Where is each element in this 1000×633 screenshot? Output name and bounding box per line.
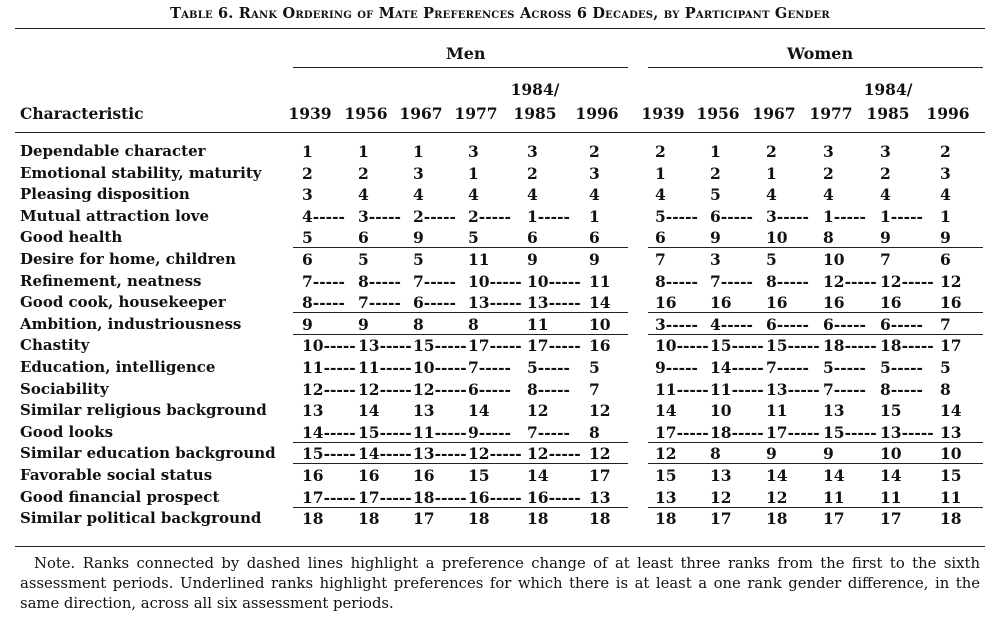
row-label: Dependable character bbox=[20, 142, 206, 160]
table-row bbox=[0, 163, 1000, 184]
women-rank-cell: 4 bbox=[655, 185, 666, 205]
women-rank-cell: 11 bbox=[766, 401, 788, 421]
men-rank-cell: 12----- bbox=[302, 379, 356, 399]
men-rank-cell: 6 bbox=[302, 250, 313, 269]
men-rank-cell: 4----- bbox=[302, 206, 345, 226]
men-rank-cell: 5 bbox=[358, 250, 369, 269]
table-row bbox=[0, 487, 1000, 508]
row-label: Mutual attraction love bbox=[20, 206, 210, 225]
women-year-header: 1939 bbox=[641, 104, 685, 123]
women-rank-cell: 18----- bbox=[823, 336, 877, 356]
men-rank-cell: 3 bbox=[413, 163, 424, 183]
men-group-rule bbox=[293, 67, 628, 68]
women-rank-cell: 4 bbox=[823, 185, 834, 205]
men-rank-cell: 18 bbox=[302, 509, 324, 529]
row-label: Good cook, housekeeper bbox=[20, 293, 226, 312]
men-rank-cell: 6 bbox=[358, 228, 369, 248]
table-row bbox=[0, 292, 1000, 313]
men-rank-cell: 7----- bbox=[468, 358, 511, 377]
men-rank-cell: 1 bbox=[358, 142, 369, 161]
women-rank-cell: 10 bbox=[710, 401, 732, 421]
top-rule bbox=[15, 28, 985, 29]
women-rank-cell: 11 bbox=[940, 487, 962, 507]
women-rank-cell: 18 bbox=[940, 509, 962, 529]
men-rank-cell: 15----- bbox=[358, 422, 412, 442]
men-rank-cell: 16 bbox=[358, 466, 380, 485]
women-rank-cell: 4 bbox=[766, 185, 777, 205]
men-rank-cell: 12 bbox=[589, 401, 611, 421]
women-rank-cell: 5 bbox=[940, 358, 951, 377]
men-rank-cell: 9 bbox=[527, 250, 538, 269]
women-rank-cell: 6----- bbox=[766, 314, 809, 334]
men-rank-cell: 6 bbox=[589, 228, 600, 248]
women-rank-cell: 13 bbox=[823, 401, 845, 421]
women-rank-cell: 10 bbox=[880, 444, 902, 464]
women-rank-cell: 2 bbox=[940, 142, 951, 161]
row-label: Sociability bbox=[20, 379, 109, 398]
men-rank-cell: 8 bbox=[589, 422, 600, 442]
women-year-header: 1956 bbox=[696, 104, 740, 123]
table-row bbox=[0, 400, 1000, 421]
men-rank-cell: 10----- bbox=[302, 336, 356, 356]
men-rank-cell: 4 bbox=[468, 185, 479, 205]
men-rank-cell: 3 bbox=[527, 142, 538, 161]
women-rank-cell: 6 bbox=[940, 250, 951, 269]
table-row bbox=[0, 422, 1000, 443]
men-rank-cell: 3 bbox=[468, 142, 479, 161]
group-header-women: Women bbox=[787, 44, 854, 63]
men-rank-cell: 13 bbox=[302, 401, 324, 421]
women-rank-cell: 18 bbox=[766, 509, 788, 529]
men-rank-cell: 7----- bbox=[413, 271, 456, 291]
men-rank-cell: 7----- bbox=[527, 422, 570, 442]
table-note: Note. Ranks connected by dashed lines highlight a preference change of at least three ranks from the first to the sixth assessment periods. Underlined ranks highlight preferences for which there is at least a one rank gender difference, in the same direction, across all six assessment periods. bbox=[20, 555, 980, 612]
women-rank-cell: 3 bbox=[880, 142, 891, 161]
men-rank-cell: 18 bbox=[589, 509, 611, 529]
women-rank-cell: 3----- bbox=[766, 206, 809, 226]
women-rank-cell: 14 bbox=[655, 401, 677, 421]
men-rank-cell: 8 bbox=[468, 314, 479, 334]
women-rank-cell: 13----- bbox=[766, 379, 820, 399]
row-label: Good health bbox=[20, 228, 123, 247]
women-year-header: 1985 bbox=[866, 104, 910, 123]
men-rank-cell: 16----- bbox=[527, 487, 581, 507]
table-row bbox=[0, 206, 1000, 227]
women-rank-cell: 2 bbox=[823, 163, 834, 183]
men-rank-cell: 17 bbox=[589, 466, 611, 485]
men-rank-cell: 10----- bbox=[468, 271, 522, 291]
men-rank-cell: 7----- bbox=[302, 271, 345, 291]
men-rank-cell: 4 bbox=[589, 185, 600, 205]
men-rank-cell: 5----- bbox=[527, 358, 570, 377]
men-rank-cell: 1 bbox=[413, 142, 424, 161]
women-rank-cell: 18----- bbox=[880, 336, 934, 356]
row-label: Similar religious background bbox=[20, 401, 267, 420]
men-rank-cell: 4 bbox=[527, 185, 538, 205]
women-rank-cell: 7 bbox=[880, 250, 891, 269]
women-rank-cell: 4 bbox=[940, 185, 951, 205]
men-rank-cell: 2----- bbox=[468, 206, 511, 226]
row-label: Refinement, neatness bbox=[20, 271, 202, 290]
men-rank-cell: 10----- bbox=[413, 358, 467, 377]
women-rank-cell: 15----- bbox=[710, 336, 764, 356]
women-rank-cell: 18----- bbox=[710, 422, 764, 442]
men-rank-cell: 11 bbox=[589, 271, 611, 291]
men-rank-cell: 14 bbox=[358, 401, 380, 421]
row-label: Ambition, industriousness bbox=[20, 314, 242, 333]
men-rank-cell: 1 bbox=[468, 163, 479, 183]
men-rank-cell: 5 bbox=[302, 228, 313, 248]
men-rank-cell: 8 bbox=[413, 314, 424, 334]
group-header-men: Men bbox=[446, 44, 486, 63]
men-rank-cell: 15----- bbox=[302, 444, 356, 464]
women-rank-cell: 2 bbox=[655, 142, 666, 161]
men-rank-cell: 2 bbox=[527, 163, 538, 183]
women-rank-cell: 8----- bbox=[880, 379, 923, 399]
men-rank-cell: 13----- bbox=[468, 293, 522, 313]
men-rank-cell: 14----- bbox=[302, 422, 356, 442]
women-rank-cell: 17 bbox=[940, 336, 962, 356]
women-rank-cell: 9----- bbox=[655, 358, 698, 377]
men-rank-cell: 4 bbox=[358, 185, 369, 205]
men-rank-cell: 18 bbox=[358, 509, 380, 529]
men-rank-cell: 15 bbox=[468, 466, 490, 485]
men-rank-cell: 12----- bbox=[468, 444, 522, 464]
women-rank-cell: 3 bbox=[940, 163, 951, 183]
men-rank-cell: 17 bbox=[413, 509, 435, 529]
row-label: Similar education background bbox=[20, 444, 276, 463]
women-rank-cell: 12----- bbox=[880, 271, 934, 291]
women-rank-cell: 8 bbox=[823, 228, 834, 248]
women-rank-cell: 11----- bbox=[710, 379, 764, 399]
women-rank-cell: 9 bbox=[710, 228, 721, 248]
men-rank-cell: 5 bbox=[468, 228, 479, 248]
men-rank-cell: 9 bbox=[589, 250, 600, 269]
table-row bbox=[0, 443, 1000, 464]
men-rank-cell: 14 bbox=[527, 466, 549, 485]
women-rank-cell: 13 bbox=[710, 466, 732, 485]
men-rank-cell: 9----- bbox=[468, 422, 511, 442]
women-rank-cell: 16 bbox=[823, 293, 845, 313]
men-year-header: 1985 bbox=[513, 104, 557, 123]
men-rank-cell: 16 bbox=[413, 466, 435, 485]
women-rank-cell: 9 bbox=[940, 228, 951, 248]
women-rank-cell: 9 bbox=[766, 444, 777, 464]
women-rank-cell: 13 bbox=[940, 422, 962, 442]
women-rank-cell: 1----- bbox=[823, 206, 866, 226]
men-rank-cell: 18----- bbox=[413, 487, 467, 507]
row-label: Good financial prospect bbox=[20, 487, 220, 506]
women-rank-cell: 12 bbox=[655, 444, 677, 464]
men-rank-cell: 10----- bbox=[527, 271, 581, 291]
men-year-header: 1967 bbox=[399, 104, 443, 123]
men-rank-cell: 3----- bbox=[358, 206, 401, 226]
women-rank-cell: 5----- bbox=[880, 358, 923, 377]
men-rank-cell: 12 bbox=[527, 401, 549, 421]
men-rank-cell: 17----- bbox=[302, 487, 356, 507]
women-rank-cell: 8 bbox=[940, 379, 951, 399]
men-rank-cell: 3 bbox=[589, 163, 600, 183]
women-rank-cell: 5 bbox=[766, 250, 777, 269]
women-rank-cell: 10----- bbox=[655, 336, 709, 356]
women-rank-cell: 16 bbox=[940, 293, 962, 313]
women-rank-cell: 1 bbox=[710, 142, 721, 161]
men-rank-cell: 13----- bbox=[358, 336, 412, 356]
women-rank-cell: 17----- bbox=[766, 422, 820, 442]
table-row bbox=[0, 379, 1000, 400]
table-row bbox=[0, 184, 1000, 205]
women-rank-cell: 14----- bbox=[710, 358, 764, 377]
women-rank-cell: 15 bbox=[655, 466, 677, 485]
women-rank-cell: 15 bbox=[880, 401, 902, 421]
women-rank-cell: 5----- bbox=[655, 206, 698, 226]
women-rank-cell: 17 bbox=[710, 509, 732, 529]
women-rank-cell: 6----- bbox=[710, 206, 753, 226]
men-rank-cell: 4 bbox=[413, 185, 424, 205]
women-rank-cell: 15----- bbox=[766, 336, 820, 356]
women-rank-cell: 6----- bbox=[823, 314, 866, 334]
women-rank-cell: 6----- bbox=[880, 314, 923, 334]
women-rank-cell: 6 bbox=[655, 228, 666, 248]
row-label: Pleasing disposition bbox=[20, 185, 190, 204]
women-rank-cell: 3 bbox=[823, 142, 834, 161]
men-rank-cell: 12----- bbox=[413, 379, 467, 399]
men-rank-cell: 11 bbox=[468, 250, 490, 269]
women-rank-cell: 14 bbox=[766, 466, 788, 485]
men-rank-cell: 11----- bbox=[358, 358, 412, 377]
women-rank-cell: 12 bbox=[940, 271, 962, 291]
women-year-header: 1996 bbox=[926, 104, 970, 123]
women-rank-cell: 18 bbox=[655, 509, 677, 529]
women-rank-cell: 16 bbox=[710, 293, 732, 313]
row-label: Desire for home, children bbox=[20, 250, 236, 268]
men-rank-cell: 11 bbox=[527, 314, 549, 334]
men-rank-cell: 13 bbox=[413, 401, 435, 421]
characteristic-header: Characteristic bbox=[20, 104, 144, 123]
women-rank-cell: 16 bbox=[766, 293, 788, 313]
men-rank-cell: 15----- bbox=[413, 336, 467, 356]
women-rank-cell: 16 bbox=[655, 293, 677, 313]
row-label: Emotional stability, maturity bbox=[20, 163, 262, 182]
women-rank-cell: 11----- bbox=[655, 379, 709, 399]
row-label: Education, intelligence bbox=[20, 358, 216, 376]
men-year-header: 1977 bbox=[454, 104, 498, 123]
women-rank-cell: 5 bbox=[710, 185, 721, 205]
men-rank-cell: 14 bbox=[589, 293, 611, 313]
table-row bbox=[0, 271, 1000, 292]
women-rank-cell: 1----- bbox=[880, 206, 923, 226]
men-rank-cell: 9 bbox=[413, 228, 424, 248]
men-rank-cell: 2 bbox=[358, 163, 369, 183]
women-rank-cell: 12 bbox=[766, 487, 788, 507]
women-rank-cell: 15----- bbox=[823, 422, 877, 442]
men-rank-cell: 11----- bbox=[302, 358, 356, 377]
men-rank-cell: 7----- bbox=[358, 293, 401, 313]
table-row bbox=[0, 357, 1000, 378]
women-rank-cell: 8----- bbox=[655, 271, 698, 291]
men-rank-cell: 16 bbox=[302, 466, 324, 485]
row-label: Good looks bbox=[20, 422, 114, 441]
men-rank-cell: 1 bbox=[302, 142, 313, 161]
men-rank-cell: 12----- bbox=[527, 444, 581, 464]
women-rank-cell: 9 bbox=[823, 444, 834, 464]
men-rank-cell: 7 bbox=[589, 379, 600, 399]
men-rank-cell: 17----- bbox=[468, 336, 522, 356]
header-rule bbox=[15, 132, 985, 133]
men-rank-cell: 12 bbox=[589, 444, 611, 464]
women-rank-cell: 2 bbox=[766, 142, 777, 161]
men-year-header-top: 1984/ bbox=[510, 80, 560, 99]
table-row bbox=[0, 249, 1000, 270]
women-rank-cell: 11 bbox=[880, 487, 902, 507]
women-rank-cell: 16 bbox=[880, 293, 902, 313]
men-rank-cell: 13----- bbox=[413, 444, 467, 464]
women-rank-cell: 1 bbox=[766, 163, 777, 183]
women-rank-cell: 13 bbox=[655, 487, 677, 507]
men-year-header: 1996 bbox=[575, 104, 619, 123]
women-rank-cell: 1 bbox=[940, 206, 951, 226]
men-rank-cell: 9 bbox=[302, 314, 313, 334]
women-group-rule bbox=[648, 67, 983, 68]
women-rank-cell: 8----- bbox=[766, 271, 809, 291]
women-rank-cell: 2 bbox=[880, 163, 891, 183]
women-rank-cell: 7 bbox=[655, 250, 666, 269]
women-rank-cell: 10 bbox=[940, 444, 962, 464]
men-rank-cell: 18 bbox=[468, 509, 490, 529]
men-rank-cell: 6----- bbox=[413, 293, 456, 313]
men-rank-cell: 16----- bbox=[468, 487, 522, 507]
women-rank-cell: 15 bbox=[940, 466, 962, 485]
women-rank-cell: 14 bbox=[823, 466, 845, 485]
women-rank-cell: 12----- bbox=[823, 271, 877, 291]
row-label: Favorable social status bbox=[20, 466, 213, 484]
row-label: Similar political background bbox=[20, 509, 262, 528]
table-row bbox=[0, 508, 1000, 529]
men-rank-cell: 3 bbox=[302, 185, 313, 205]
women-rank-cell: 14 bbox=[940, 401, 962, 421]
women-rank-cell: 3 bbox=[710, 250, 721, 269]
women-year-header: 1967 bbox=[752, 104, 796, 123]
women-rank-cell: 5----- bbox=[823, 358, 866, 377]
women-rank-cell: 10 bbox=[766, 228, 788, 248]
men-year-header: 1939 bbox=[288, 104, 332, 123]
women-rank-cell: 7----- bbox=[766, 358, 809, 377]
women-rank-cell: 17 bbox=[823, 509, 845, 529]
men-rank-cell: 14 bbox=[468, 401, 490, 421]
table-row bbox=[0, 335, 1000, 356]
men-rank-cell: 6 bbox=[527, 228, 538, 248]
women-rank-cell: 3----- bbox=[655, 314, 698, 334]
bottom-rule bbox=[15, 546, 985, 547]
men-rank-cell: 18 bbox=[527, 509, 549, 529]
men-rank-cell: 8----- bbox=[302, 293, 345, 313]
men-rank-cell: 5 bbox=[413, 250, 424, 269]
table-row bbox=[0, 227, 1000, 248]
men-rank-cell: 1----- bbox=[527, 206, 570, 226]
table-row bbox=[0, 141, 1000, 162]
row-label: Chastity bbox=[20, 336, 90, 355]
table-row bbox=[0, 465, 1000, 486]
men-rank-cell: 14----- bbox=[358, 444, 412, 464]
men-rank-cell: 12----- bbox=[358, 379, 412, 399]
men-rank-cell: 13----- bbox=[527, 293, 581, 313]
women-rank-cell: 10 bbox=[823, 250, 845, 269]
men-rank-cell: 10 bbox=[589, 314, 611, 334]
women-rank-cell: 8 bbox=[710, 444, 721, 464]
men-rank-cell: 2 bbox=[589, 142, 600, 161]
men-rank-cell: 5 bbox=[589, 358, 600, 377]
women-rank-cell: 4 bbox=[880, 185, 891, 205]
women-rank-cell: 7----- bbox=[823, 379, 866, 399]
men-year-header: 1956 bbox=[344, 104, 388, 123]
men-rank-cell: 9 bbox=[358, 314, 369, 334]
men-rank-cell: 11----- bbox=[413, 422, 467, 442]
men-rank-cell: 8----- bbox=[358, 271, 401, 291]
men-rank-cell: 13 bbox=[589, 487, 611, 507]
women-rank-cell: 4----- bbox=[710, 314, 753, 334]
women-rank-cell: 11 bbox=[823, 487, 845, 507]
men-rank-cell: 2 bbox=[302, 163, 313, 183]
women-rank-cell: 13----- bbox=[880, 422, 934, 442]
men-rank-cell: 17----- bbox=[358, 487, 412, 507]
women-year-header: 1977 bbox=[809, 104, 853, 123]
table-title: Table 6. Rank Ordering of Mate Preferences Across 6 Decades, by Participant Gender bbox=[170, 5, 830, 22]
women-rank-cell: 1 bbox=[655, 163, 666, 183]
women-rank-cell: 7 bbox=[940, 314, 951, 334]
women-rank-cell: 7----- bbox=[710, 271, 753, 291]
men-rank-cell: 8----- bbox=[527, 379, 570, 399]
men-rank-cell: 1 bbox=[589, 206, 600, 226]
women-rank-cell: 17----- bbox=[655, 422, 709, 442]
men-rank-cell: 2----- bbox=[413, 206, 456, 226]
men-rank-cell: 17----- bbox=[527, 336, 581, 356]
table-row bbox=[0, 314, 1000, 335]
women-rank-cell: 12 bbox=[710, 487, 732, 507]
women-rank-cell: 14 bbox=[880, 466, 902, 485]
women-rank-cell: 2 bbox=[710, 163, 721, 183]
women-rank-cell: 17 bbox=[880, 509, 902, 529]
men-rank-cell: 6----- bbox=[468, 379, 511, 399]
women-rank-cell: 9 bbox=[880, 228, 891, 248]
men-rank-cell: 16 bbox=[589, 336, 611, 356]
women-year-header-top: 1984/ bbox=[863, 80, 913, 99]
